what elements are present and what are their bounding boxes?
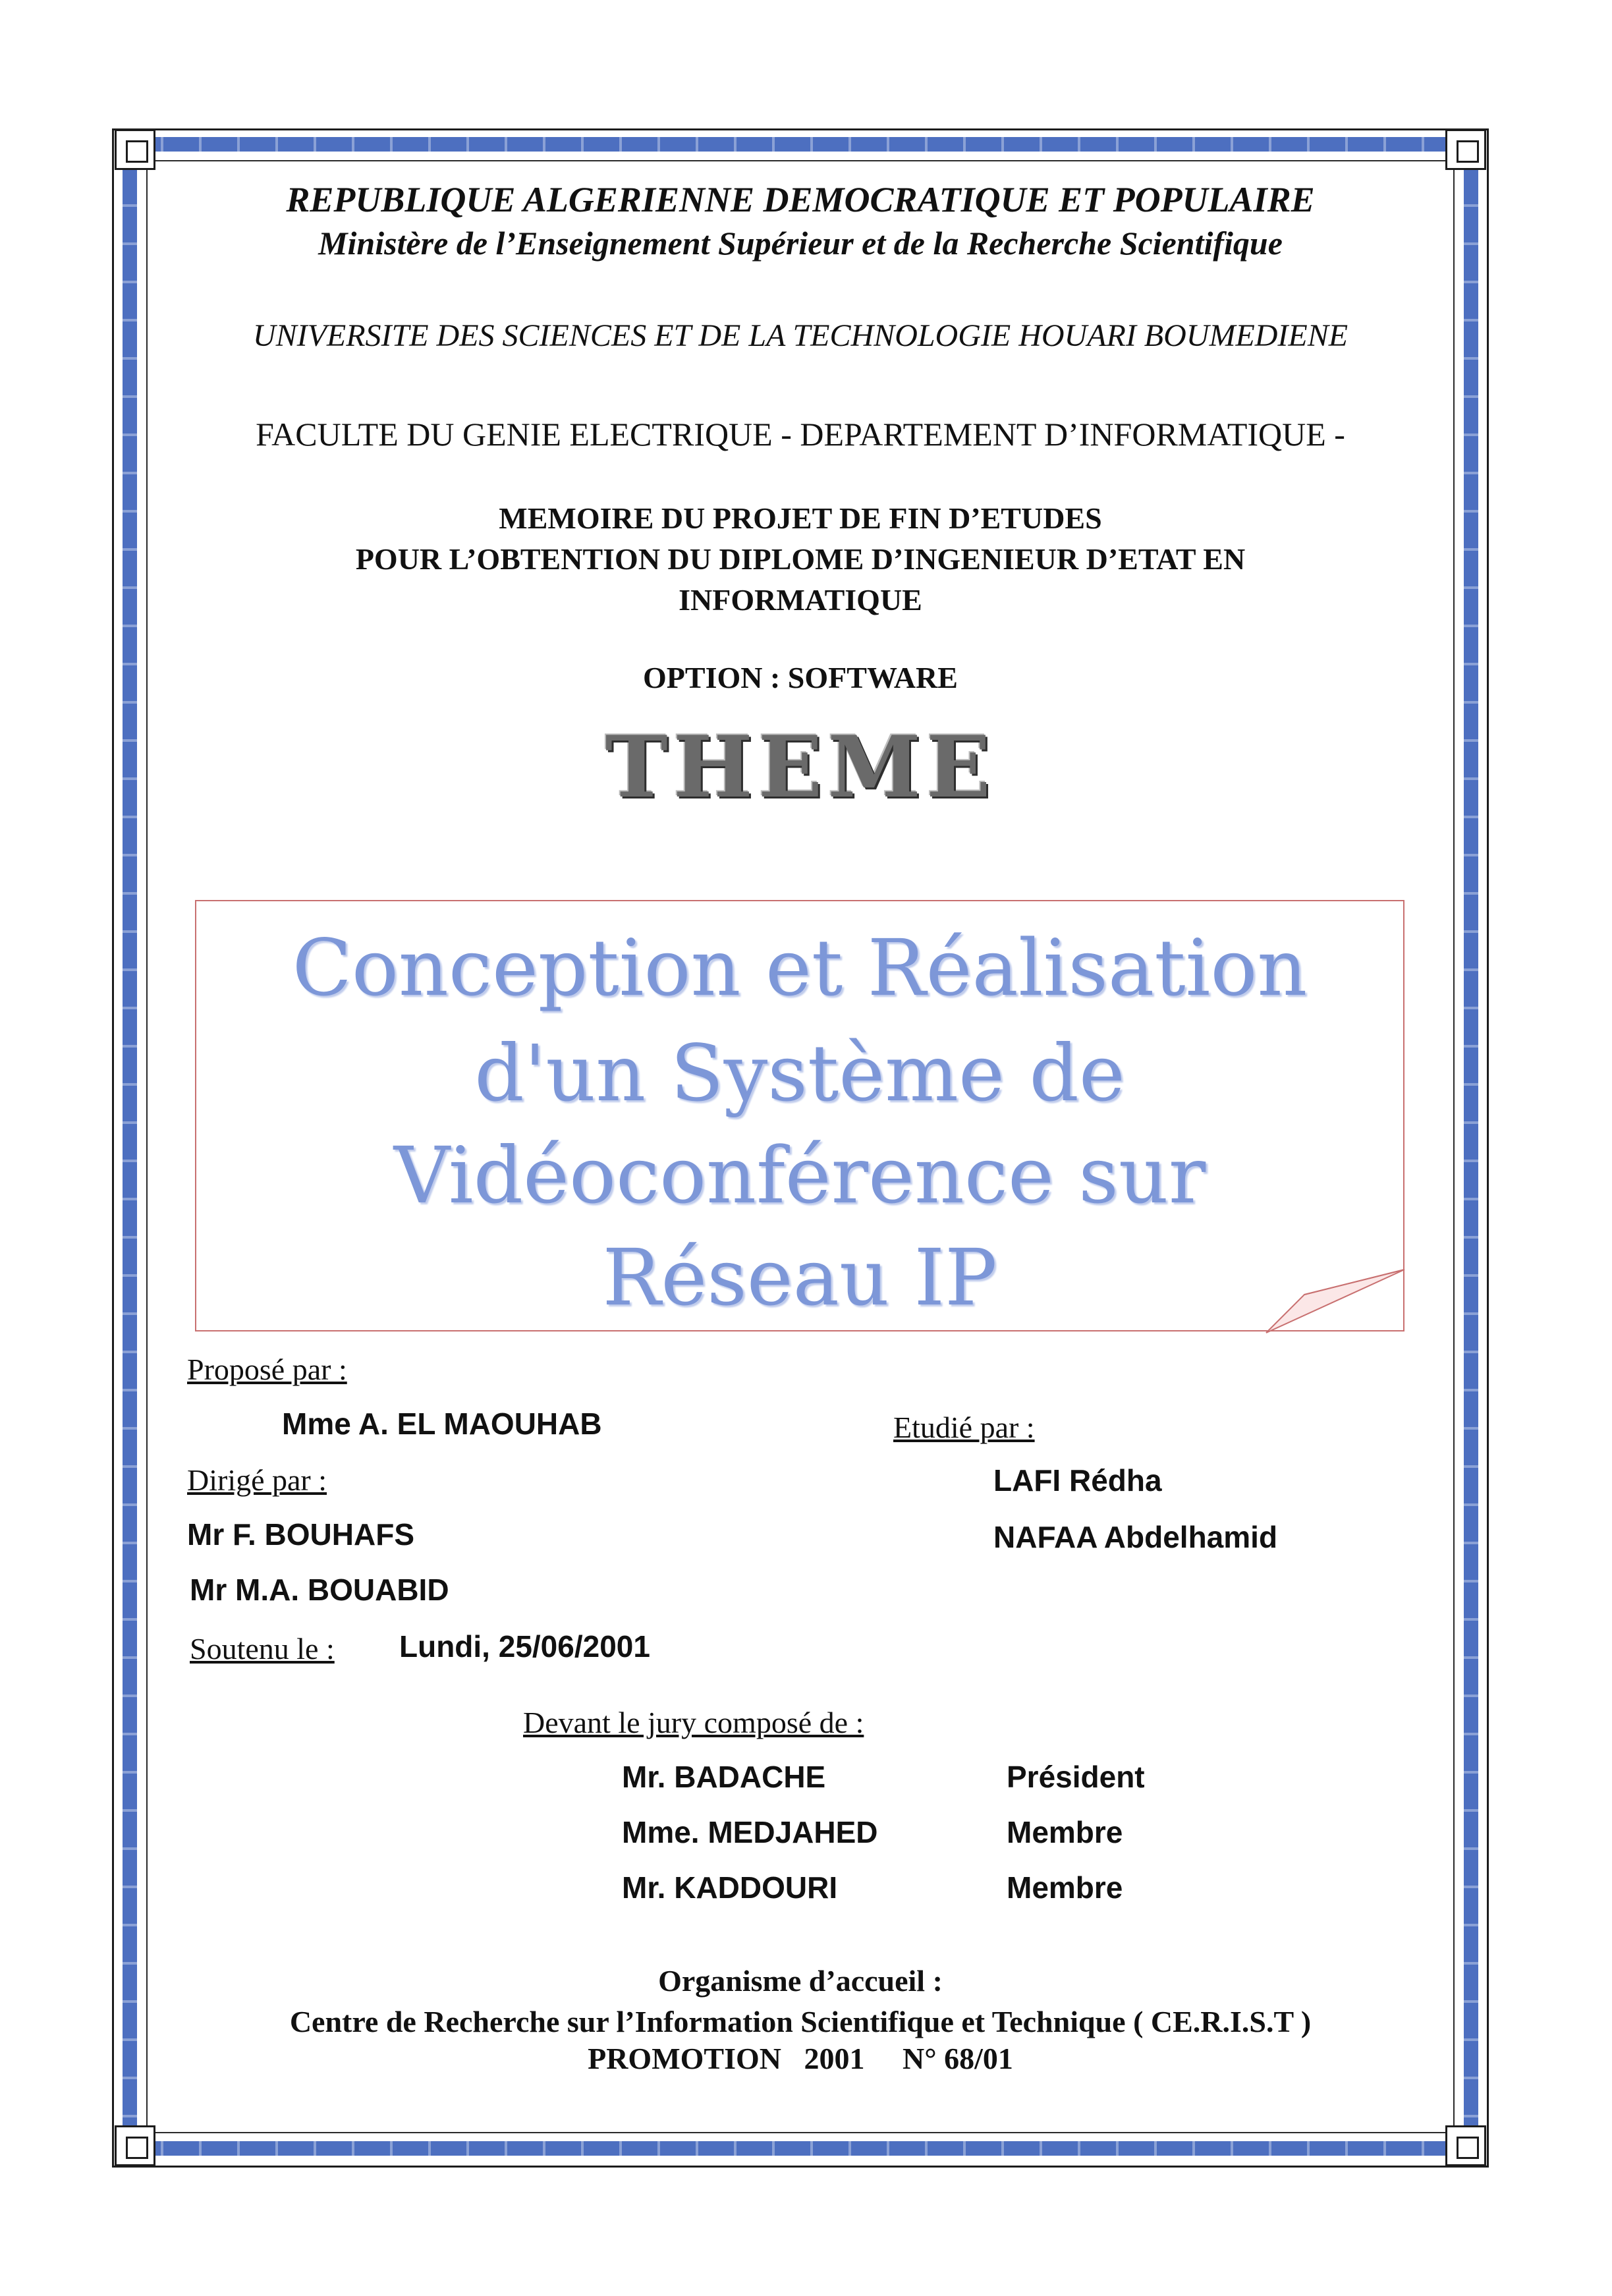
jury-member-role: Membre [1007,1815,1123,1849]
host-organisation: Centre de Recherche sur l’Information Scientifique et Technique ( CE.R.I.S.T ) [289,2005,1312,2038]
director-name: Mr M.A. BOUABID [190,1573,449,1607]
promotion-line: PROMOTION 2001 N° 68/01 [588,2042,1013,2075]
memoire-line-2: POUR L’OBTENTION DU DIPLOME D’INGENIEUR D’ETAT EN [355,542,1246,576]
frame-band-bottom [123,2141,1478,2156]
title-line: d'un Système de [474,1028,1125,1119]
frame-band-top [123,137,1478,152]
frame-corner-ornament [115,129,155,170]
jury-member-name: Mme. MEDJAHED [622,1815,878,1849]
faculty-department: FACULTE DU GENIE ELECTRIQUE - DEPARTEMENT D’INFORMATIQUE - [256,416,1345,453]
university-name: UNIVERSITE DES SCIENCES ET DE LA TECHNOLOGIE HOUARI BOUMEDIENE [252,318,1348,353]
frame-corner-ornament [115,2125,155,2166]
host-label: Organisme d’accueil : [658,1964,943,1998]
option-line: OPTION : SOFTWARE [643,661,958,694]
page-curl-icon [1265,1268,1406,1334]
frame-band-right [1464,137,1478,2156]
memoire-line-3: INFORMATIQUE [679,583,922,617]
jury-member-role: Membre [1007,1870,1123,1905]
jury-member-role: Président [1007,1760,1145,1794]
student-name: LAFI Rédha [993,1463,1162,1498]
frame-corner-ornament [1445,2125,1486,2166]
title-line: Réseau IP [602,1232,997,1323]
theme-wordart: THEME [605,718,996,817]
title-line: Vidéoconférence sur [393,1130,1206,1221]
defense-label: Soutenu le : [190,1632,335,1666]
jury-member-name: Mr. BADACHE [622,1760,826,1794]
defense-date: Lundi, 25/06/2001 [399,1629,650,1664]
jury-label: Devant le jury composé de : [523,1706,864,1739]
ministry-heading: Ministère de l’Enseignement Supérieur et de la Recherche Scientifique [318,225,1283,262]
frame-corner-ornament [1445,129,1486,170]
proposed-name: Mme A. EL MAOUHAB [282,1407,602,1441]
title-line: Conception et Réalisation [292,922,1308,1013]
frame-band-left [123,137,137,2156]
memoire-line-1: MEMOIRE DU PROJET DE FIN D’ETUDES [499,501,1102,535]
director-name: Mr F. BOUHAFS [187,1517,414,1552]
proposed-label: Proposé par : [187,1353,347,1386]
directed-label: Dirigé par : [187,1463,327,1497]
republic-heading: REPUBLIQUE ALGERIENNE DEMOCRATIQUE ET POPULAIRE [286,180,1315,219]
studied-label: Etudié par : [893,1411,1035,1444]
student-name: NAFAA Abdelhamid [993,1520,1278,1554]
jury-member-name: Mr. KADDOURI [622,1870,838,1905]
